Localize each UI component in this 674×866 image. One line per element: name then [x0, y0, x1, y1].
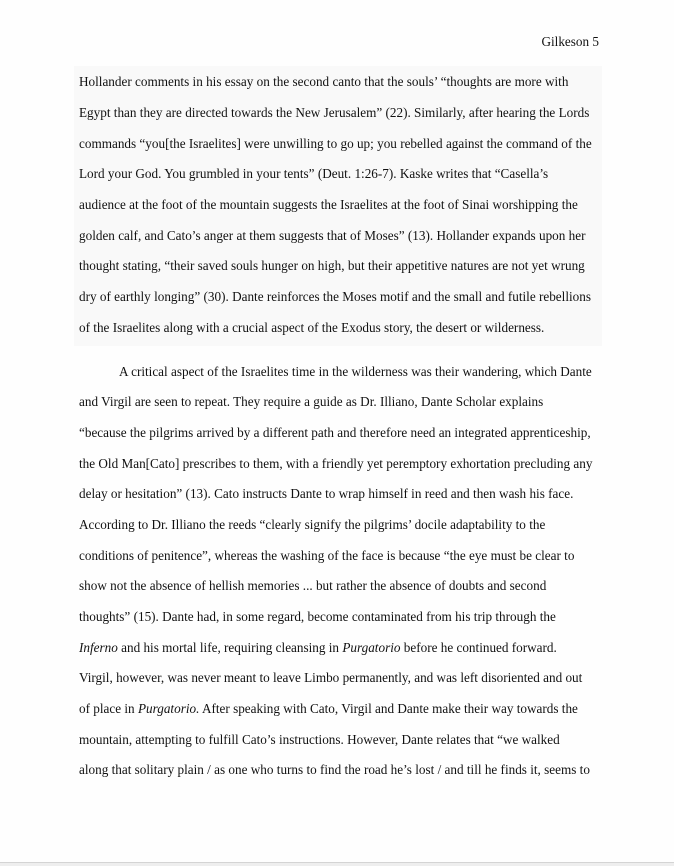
text-line: delay or hesitation” (13). Cato instructs Dante to wrap himself in reed and then wash his face. [79, 486, 574, 501]
text-line: of the Israelites along with a crucial aspect of the Exodus story, the desert or wilderness. [79, 320, 545, 335]
text-run: After speaking with Cato, Virgil and Dante make their way towards the [199, 701, 578, 716]
text-line: the Old Man[Cato] prescribes to them, with a friendly yet peremptory exhortation precluding any [79, 456, 593, 471]
text-line: thoughts” (15). Dante had, in some regard, become contaminated from his trip through the [79, 609, 556, 624]
text-line: Virgil, however, was never meant to leave Limbo permanently, and was left disoriented and out [79, 670, 583, 685]
text-line: audience at the foot of the mountain suggests the Israelites at the foot of Sinai worshipping the [79, 197, 578, 212]
text-line: Lord your God. You grumbled in your tents” (Deut. 1:26-7). Kaske writes that “Casella’s [79, 166, 549, 181]
text-line: “because the pilgrims arrived by a different path and therefore need an integrated apprenticeship, [79, 425, 591, 440]
text-line [79, 701, 578, 717]
text-line: along that solitary plain / as one who turns to find the road he’s lost / and till he finds it, seems to [79, 762, 590, 777]
text-line: show not the absence of hellish memories ... but rather the absence of doubts and second [79, 578, 547, 593]
text-line: thought stating, “their saved souls hunger on high, but their appetitive natures are not yet wrung [79, 258, 585, 273]
text-line: A critical aspect of the Israelites time in the wilderness was their wandering, which Dante [119, 364, 592, 379]
text-line: golden calf, and Cato’s anger at them suggests that of Moses” (13). Hollander expands upon her [79, 228, 586, 243]
text-line: According to Dr. Illiano the reeds “clearly signify the pilgrims’ docile adaptability to the [79, 517, 546, 532]
text-line: Hollander comments in his essay on the second canto that the souls’ “thoughts are more with [79, 74, 569, 89]
text-line: mountain, attempting to fulfill Cato’s instructions. However, Dante relates that “we walked [79, 732, 560, 747]
text-line [79, 640, 557, 656]
text-line: Egypt than they are directed towards the New Jerusalem” (22). Similarly, after hearing the Lords [79, 105, 590, 120]
text-run: of place in [79, 701, 138, 716]
text-line: commands “you[the Israelites] were unwilling to go up; you rebelled against the command of the [79, 136, 592, 151]
italic-title: Purgatorio. [137, 701, 200, 716]
text-run: and his mortal life, requiring cleansing in [117, 640, 343, 655]
running-head: Gilkeson 5 [541, 34, 599, 49]
italic-title: Purgatorio [342, 640, 401, 655]
italic-title: Inferno [79, 640, 118, 655]
text-line: dry of earthly longing” (30). Dante reinforces the Moses motif and the small and futile rebellions [79, 289, 591, 304]
text-run: before he continued forward. [400, 640, 557, 655]
text-line: and Virgil are seen to repeat. They require a guide as Dr. Illiano, Dante Scholar explains [79, 394, 544, 409]
text-line: conditions of penitence”, whereas the washing of the face is because “the eye must be clear to [79, 548, 575, 563]
